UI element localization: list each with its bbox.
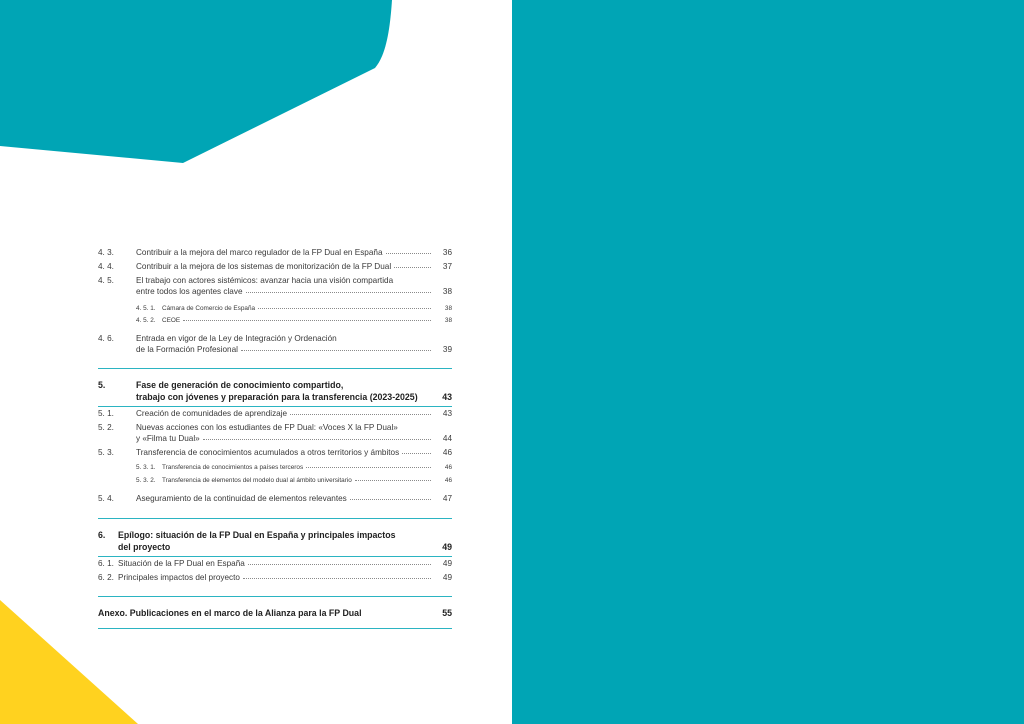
entry-title: Situación de la FP Dual en España [118, 559, 245, 568]
toc-entry-4-5-1[interactable] [98, 305, 452, 312]
dot-leader [386, 248, 431, 254]
entry-page: 46 [442, 448, 452, 457]
dot-leader [258, 305, 431, 309]
entry-page: 36 [442, 248, 452, 257]
toc-section-6-line2[interactable] [98, 542, 452, 552]
entry-number: 5. 2. [98, 423, 114, 432]
dot-leader [350, 494, 431, 500]
entry-page: 38 [442, 287, 452, 296]
entry-title: Principales impactos del proyecto [118, 573, 240, 582]
toc-entry-5-2-line1[interactable] [98, 423, 452, 432]
dot-leader [402, 448, 431, 454]
section-divider [98, 556, 452, 557]
entry-title: CEOE [162, 317, 181, 324]
toc-entry-5-3-2[interactable] [98, 477, 452, 484]
dot-leader [203, 434, 431, 440]
section-title-line2: trabajo con jóvenes y preparación para la transferencia (2023-2025) [136, 392, 418, 402]
entry-title: Transferencia de conocimientos a países terceros [162, 464, 304, 471]
entry-number: 4. 5. 1. [136, 305, 156, 312]
section-number: 5. [98, 380, 106, 390]
toc-entry-5-1[interactable] [98, 409, 452, 418]
entry-page: 39 [442, 345, 452, 354]
entry-number: 5. 3. 1. [136, 464, 156, 471]
entry-number: 6. 1. [98, 559, 114, 568]
entry-number: 5. 4. [98, 494, 114, 503]
dot-leader [243, 573, 431, 579]
entry-number: 5. 3. 2. [136, 477, 156, 484]
entry-title-line2: y «Filma tu Dual» [136, 434, 200, 443]
dot-leader [183, 317, 431, 321]
entry-number: 4. 4. [98, 262, 114, 271]
entry-page: 44 [442, 434, 452, 443]
section-title-line1: Epílogo: situación de la FP Dual en España y principales impactos [118, 530, 396, 540]
toc-annex[interactable] [98, 608, 452, 618]
dot-leader [248, 559, 431, 565]
section-page: 43 [442, 392, 452, 402]
toc-section-6-line1[interactable] [98, 530, 452, 540]
entry-page: 49 [442, 559, 452, 568]
toc-entry-5-2-line2[interactable] [98, 434, 452, 443]
toc-entry-4-5-line2[interactable] [98, 287, 452, 296]
yellow-triangle [0, 600, 138, 724]
section-title-line2: del proyecto [118, 542, 171, 552]
toc-entry-5-3[interactable] [98, 448, 452, 457]
right-page-teal-panel [512, 0, 1024, 724]
entry-page: 37 [442, 262, 452, 271]
entry-title-line1: El trabajo con actores sistémicos: avanzar hacia una visión compartida [136, 276, 394, 285]
toc-entry-5-4[interactable] [98, 494, 452, 503]
entry-title: Contribuir a la mejora de los sistemas de monitorización de la FP Dual [136, 262, 392, 271]
entry-page: 46 [444, 464, 452, 471]
toc-entry-4-5-line1[interactable] [98, 276, 452, 285]
section-divider [98, 406, 452, 407]
entry-title-line1: Entrada en vigor de la Ley de Integración y Ordenación [136, 334, 337, 343]
section-divider [98, 518, 452, 519]
dot-leader [241, 345, 431, 351]
toc-entry-6-1[interactable] [98, 559, 452, 568]
dot-leader [394, 262, 431, 268]
section-divider [98, 628, 452, 629]
dot-leader [355, 477, 431, 481]
toc-entry-4-6-line1[interactable] [98, 334, 452, 343]
entry-title-line1: Nuevas acciones con los estudiantes de FP Dual: «Voces X la FP Dual» [136, 423, 398, 432]
entry-page: 38 [444, 305, 452, 312]
section-page: 49 [442, 542, 452, 552]
entry-number: 4. 5. 2. [136, 317, 156, 324]
section-title-line1: Fase de generación de conocimiento compartido, [136, 380, 344, 390]
entry-title: Transferencia de conocimientos acumulados a otros territorios y ámbitos [136, 448, 400, 457]
dot-leader [306, 464, 431, 468]
entry-number: 4. 6. [98, 334, 114, 343]
entry-title: Creación de comunidades de aprendizaje [136, 409, 288, 418]
toc-entry-4-4[interactable] [98, 262, 452, 271]
toc-entry-4-6-line2[interactable] [98, 345, 452, 354]
entry-title: Aseguramiento de la continuidad de elementos relevantes [136, 494, 347, 503]
section-divider [98, 596, 452, 597]
toc-entry-4-5-2[interactable] [98, 317, 452, 324]
toc-entry-4-3[interactable] [98, 248, 452, 257]
entry-title-line2: entre todos los agentes clave [136, 287, 243, 296]
entry-number: 4. 3. [98, 248, 114, 257]
toc-section-5-line1[interactable] [98, 380, 452, 390]
entry-title-line2: de la Formación Profesional [136, 345, 238, 354]
entry-number: 5. 3. [98, 448, 114, 457]
entry-title: Cámara de Comercio de España [162, 305, 256, 312]
entry-number: 4. 5. [98, 276, 114, 285]
toc-entry-5-3-1[interactable] [98, 464, 452, 471]
section-number: 6. [98, 530, 106, 540]
dot-leader [246, 287, 431, 293]
toc-entry-6-2[interactable] [98, 573, 452, 582]
toc-section-5-line2[interactable] [98, 392, 452, 402]
entry-page: 43 [442, 409, 452, 418]
annex-title: Anexo. Publicaciones en el marco de la Alianza para la FP Dual [98, 608, 362, 618]
teal-shape [0, 0, 392, 163]
entry-number: 5. 1. [98, 409, 114, 418]
entry-page: 46 [444, 477, 452, 484]
annex-page: 55 [442, 608, 452, 618]
dot-leader [290, 409, 431, 415]
entry-page: 47 [442, 494, 452, 503]
entry-number: 6. 2. [98, 573, 114, 582]
entry-title: Contribuir a la mejora del marco regulador de la FP Dual en España [136, 248, 383, 257]
entry-page: 38 [444, 317, 452, 324]
entry-page: 49 [442, 573, 452, 582]
entry-title: Transferencia de elementos del modelo dual al ámbito universitario [162, 477, 352, 484]
section-divider [98, 368, 452, 369]
